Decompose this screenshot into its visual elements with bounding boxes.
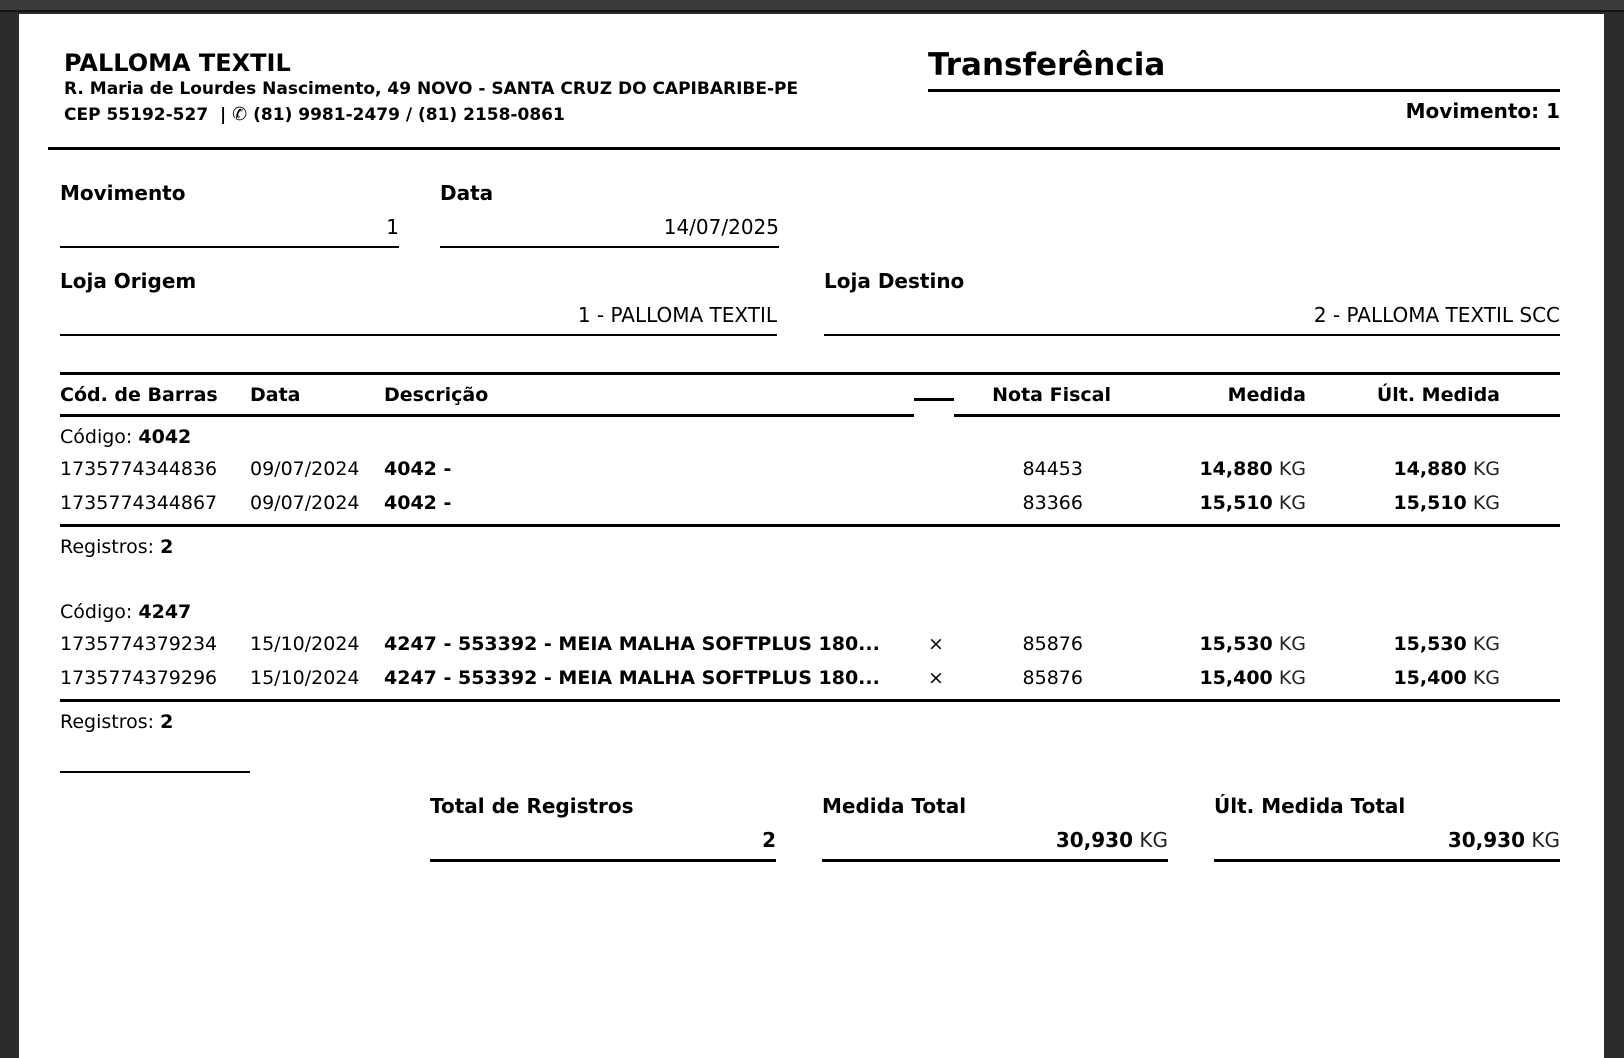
remove-icon xyxy=(914,497,954,509)
cell-ult-medida xyxy=(1306,486,1560,520)
remove-icon: × xyxy=(928,632,944,655)
col-header-medida: Medida xyxy=(1111,375,1306,417)
group-code-label: Código: xyxy=(60,425,133,448)
loja-destino-value: 2 - PALLOMA TEXTIL SCC xyxy=(1313,302,1560,327)
company-name: PALLOMA TEXTIL xyxy=(64,49,291,77)
loja-destino-label: Loja Destino xyxy=(824,268,965,293)
viewer-top-bar xyxy=(0,0,1624,12)
movimento-label: Movimento xyxy=(60,180,186,205)
table-row xyxy=(60,661,1560,695)
loja-origem-value: 1 - PALLOMA TEXTIL xyxy=(577,302,778,327)
group-code-line xyxy=(60,592,1560,627)
remove-icon xyxy=(914,463,954,475)
cell-description: 4042 - xyxy=(384,457,452,480)
total-registros-field xyxy=(430,794,776,862)
telephone-icon: ✆ xyxy=(232,103,248,125)
col-header-date: Data xyxy=(250,375,384,417)
cell-medida xyxy=(1111,486,1306,520)
medida-value: 15,510 xyxy=(1199,491,1273,514)
cell-ult-medida xyxy=(1306,661,1560,695)
cell-barcode: 1735774379234 xyxy=(60,632,218,655)
group-code-value: 4042 xyxy=(138,425,192,448)
medida-unit: KG xyxy=(1278,491,1306,514)
table-group xyxy=(60,592,1560,737)
company-phones: (81) 9981-2479 / (81) 2158-0861 xyxy=(253,104,565,125)
movimento-value: 1 xyxy=(386,214,399,239)
table-row xyxy=(60,627,1560,661)
cell-date: 15/10/2024 xyxy=(250,632,360,655)
medida-total-field xyxy=(822,794,1168,862)
form-row-1 xyxy=(60,180,1560,248)
report-header xyxy=(64,48,1560,128)
cell-barcode: 1735774344867 xyxy=(60,491,218,514)
ult-medida-value: 14,880 xyxy=(1393,457,1467,480)
cell-description: 4247 - 553392 - MEIA MALHA SOFTPLUS 180... xyxy=(384,632,880,655)
group-code-label: Código: xyxy=(60,600,133,623)
registros-count: 2 xyxy=(160,710,174,733)
group-code-line xyxy=(60,417,1560,452)
medida-total-value xyxy=(822,828,1168,852)
ult-medida-value: 15,400 xyxy=(1393,666,1467,689)
company-contact xyxy=(64,102,798,128)
col-header-ult-medida: Últ. Medida xyxy=(1306,375,1560,417)
total-registros-value: 2 xyxy=(762,827,776,852)
data-field xyxy=(440,181,779,248)
cell-nota-fiscal: 84453 xyxy=(1022,457,1083,480)
medida-value: 14,880 xyxy=(1199,457,1273,480)
medida-total-unit: KG xyxy=(1139,827,1168,852)
group-registros-line xyxy=(60,702,1560,737)
col-header-nota: Nota Fiscal xyxy=(954,375,1111,417)
cell-description: 4042 - xyxy=(384,491,452,514)
remove-icon: × xyxy=(928,666,944,689)
loja-destino-field xyxy=(824,269,1560,336)
cell-ult-medida xyxy=(1306,627,1560,661)
cell-date: 09/07/2024 xyxy=(250,457,360,480)
cell-medida xyxy=(1111,661,1306,695)
group-rows xyxy=(60,627,1560,702)
cell-ult-medida xyxy=(1306,452,1560,486)
items-table xyxy=(60,372,1560,737)
ult-medida-total-number: 30,930 xyxy=(1447,827,1526,852)
company-block xyxy=(64,48,798,128)
medida-value: 15,400 xyxy=(1199,666,1273,689)
col-header-barcode: Cód. de Barras xyxy=(60,375,250,417)
ult-medida-value: 15,530 xyxy=(1393,632,1467,655)
group-code-value: 4247 xyxy=(138,600,192,623)
cell-barcode: 1735774344836 xyxy=(60,457,218,480)
movement-badge: Movimento: 1 xyxy=(1405,99,1560,124)
ult-medida-unit: KG xyxy=(1472,632,1500,655)
ult-medida-unit: KG xyxy=(1472,457,1500,480)
table-row xyxy=(60,452,1560,486)
cell-nota-fiscal: 85876 xyxy=(1022,632,1083,655)
ult-medida-unit: KG xyxy=(1472,666,1500,689)
cell-description: 4247 - 553392 - MEIA MALHA SOFTPLUS 180... xyxy=(384,666,880,689)
data-value: 14/07/2025 xyxy=(663,214,779,239)
medida-unit: KG xyxy=(1278,457,1306,480)
ult-medida-total-unit: KG xyxy=(1531,827,1560,852)
medida-unit: KG xyxy=(1278,666,1306,689)
loja-origem-label: Loja Origem xyxy=(60,268,197,293)
ult-medida-total-value xyxy=(1214,828,1560,852)
totals-row xyxy=(430,794,1560,862)
company-address: R. Maria de Lourdes Nascimento, 49 NOVO - SANTA CRUZ DO CAPIBARIBE-PE xyxy=(64,79,799,99)
ult-medida-total-field xyxy=(1214,794,1560,862)
group-rows xyxy=(60,452,1560,527)
cell-medida xyxy=(1111,627,1306,661)
cell-date: 09/07/2024 xyxy=(250,491,360,514)
ult-medida-total-label: Últ. Medida Total xyxy=(1214,793,1406,818)
loja-origem-field xyxy=(60,269,777,336)
cell-nota-fiscal: 85876 xyxy=(1022,666,1083,689)
medida-value: 15,530 xyxy=(1199,632,1273,655)
registros-label: Registros: xyxy=(60,535,155,558)
registros-count: 2 xyxy=(160,535,174,558)
total-registros-label: Total de Registros xyxy=(430,793,634,818)
header-divider xyxy=(48,147,1560,150)
cell-barcode: 1735774379296 xyxy=(60,666,218,689)
report-page xyxy=(19,14,1604,1058)
col-header-description: Descrição xyxy=(384,375,914,417)
table-row xyxy=(60,486,1560,520)
title-block xyxy=(928,48,1560,123)
ult-medida-unit: KG xyxy=(1472,491,1500,514)
registros-label: Registros: xyxy=(60,710,155,733)
col-header-spacer xyxy=(914,381,954,401)
table-header-row xyxy=(60,375,1560,417)
cell-nota-fiscal: 83366 xyxy=(1022,491,1083,514)
ult-medida-value: 15,510 xyxy=(1393,491,1467,514)
medida-total-number: 30,930 xyxy=(1055,827,1134,852)
group-registros-line xyxy=(60,527,1560,562)
cell-medida xyxy=(1111,452,1306,486)
movimento-field xyxy=(60,181,399,248)
page-title: Transferência xyxy=(928,48,1560,92)
form-row-2 xyxy=(60,268,1560,336)
medida-unit: KG xyxy=(1278,632,1306,655)
data-label: Data xyxy=(440,180,494,205)
cell-date: 15/10/2024 xyxy=(250,666,360,689)
table-group xyxy=(60,417,1560,562)
medida-total-label: Medida Total xyxy=(822,793,967,818)
signature-line xyxy=(60,771,250,773)
separator-bar: | xyxy=(220,104,227,125)
company-cep: CEP 55192-527 xyxy=(64,104,209,125)
